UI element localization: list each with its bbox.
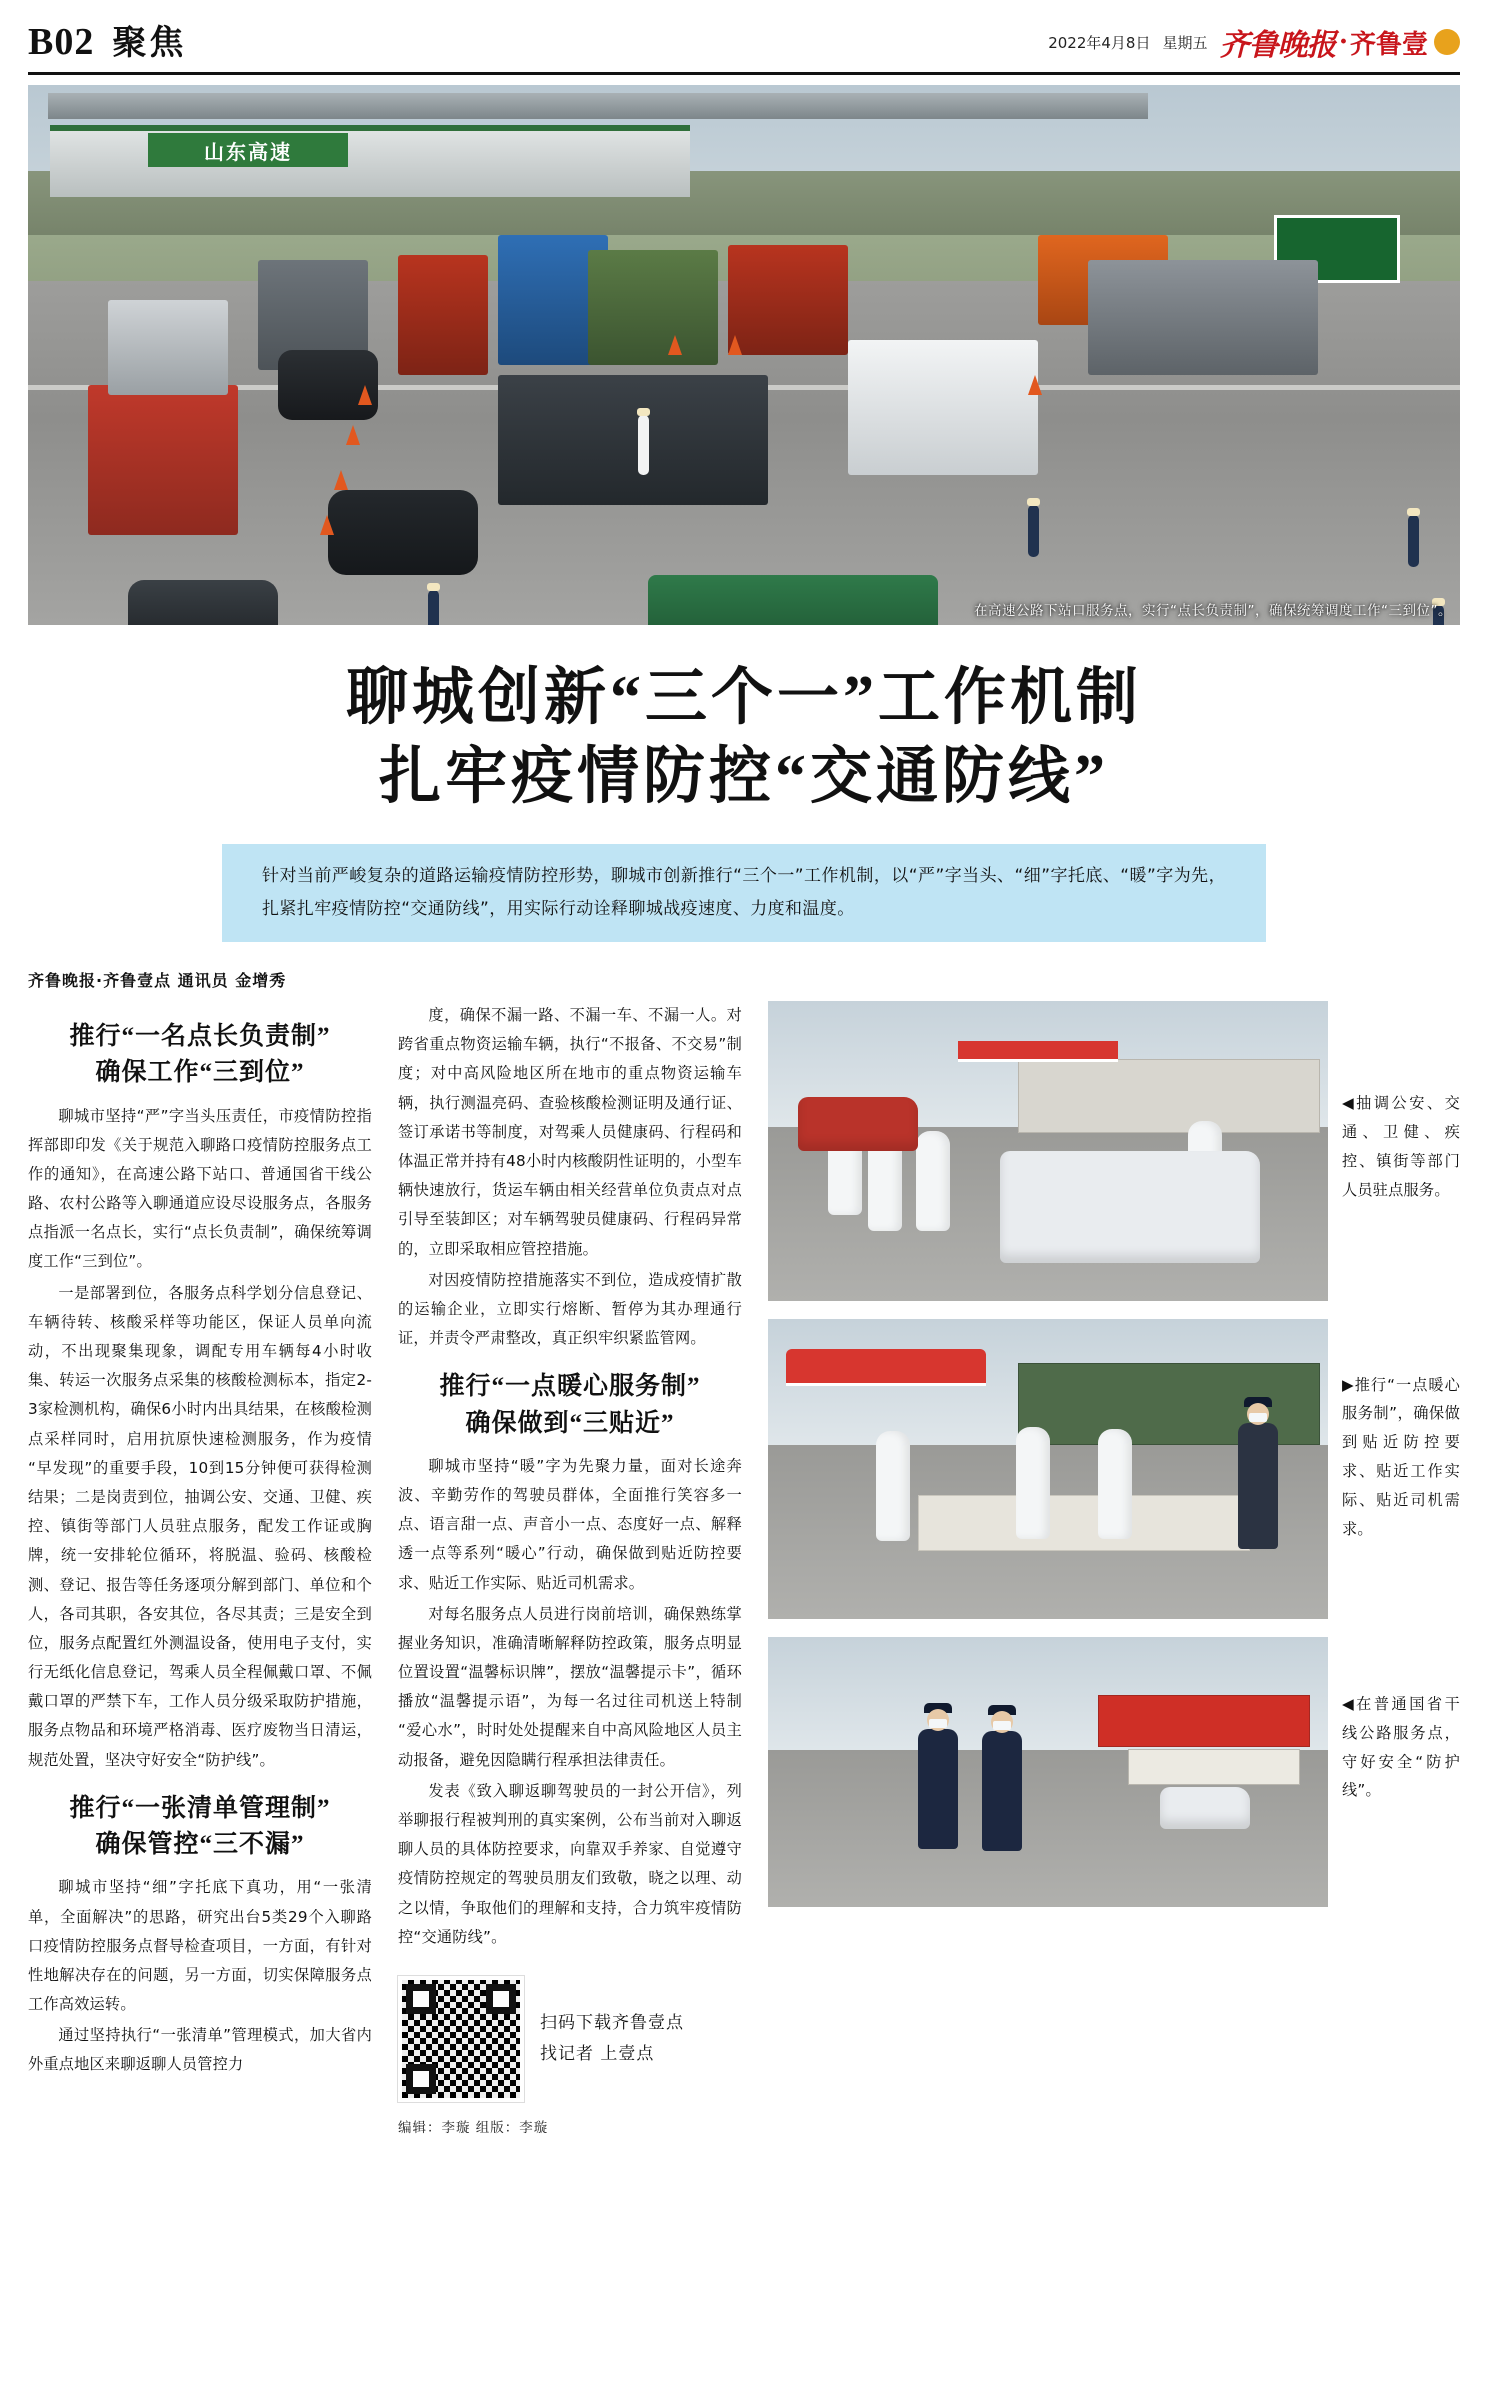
photo-vehicle — [398, 255, 488, 375]
issue-weekday: 星期五 — [1162, 33, 1208, 52]
paragraph: 通过坚持执行“一张清单”管理模式，加大省内外重点地区来聊返聊人员管控力 — [28, 2026, 372, 2074]
photo-officers-road — [768, 1637, 1328, 1907]
photo-vehicle — [1160, 1787, 1250, 1829]
byline: 齐鲁晚报·齐鲁壹点 通讯员 金增秀 — [28, 971, 287, 990]
headline-line-1: 聊城创新“三个一”工作机制 — [345, 664, 1142, 732]
brand-logo — [1219, 20, 1460, 64]
photo-ppe-staff — [916, 1131, 950, 1231]
photo-canopy-sign: 山东高速 — [148, 133, 348, 167]
paragraph: 度，确保不漏一路、不漏一车、不漏一人。对跨省重点物资运输车辆，执行“不报备、不交易”制度；对中高风险地区所在地市的重点物资运输车辆，执行测温亮码、查验核酸检测证明及通行证、签订承诺书等制度，对驾乘人员健康码、行程码和体温正常并持有48小时内核酸阴性证明的，小型车辆快速放行，货运车辆由相关经营单位负责点对点引导至装卸区；对车辆驾驶员健康码、行程码异常的，立即采取相应管控措施。 — [398, 1006, 742, 1258]
headline-line-2: 扎牢疫情防控“交通防线” — [378, 743, 1109, 812]
paragraph: 一是部署到位，各服务点科学划分信息登记、车辆待转、核酸采样等功能区，保证人员单向流动，不出现聚集现象，调配专用车辆每4小时收集、转运一次服务点采集的核酸检测标本，指定2-3家检测机构，确保6小时内出具结果，在核酸检测点采样同时，启用抗原快速检测服务，作为疫情“早发现”的重要手段，10到15分钟便可获得检测结果；二是岗责到位，抽调公安、交通、卫健、疾控、镇街等部门人员驻点服务，配发工作证或胸牌，统一安排轮位循环，将脱温、验码、核酸检测、登记、报告等任务逐项分解到部门、单位和个人，各司其职，各安其位，各尽其责；三是安全到位，服务点配置红外测温设备，使用电子支付，实行无纸化信息登记，驾乘人员全程佩戴口罩、不佩戴口罩的严禁下车，工作人员分级采取防护措施，服务点物品和环境严格消毒、医疗废物当日清运，规范处置，坚决守好安全“防护线”。 — [28, 1283, 372, 1769]
photo-sign — [1128, 1749, 1300, 1785]
photo-police-officer — [918, 1729, 958, 1849]
subheading-2: 推行“一张清单管理制” 确保管控“三不漏” — [69, 1794, 331, 1859]
qr-code[interactable] — [398, 1976, 524, 2102]
credits-line: 编辑：李璇 组版：李璇 — [398, 2119, 549, 2136]
headline-block — [28, 659, 1460, 942]
paragraph: 聊城市坚持“细”字托底下真功，用“一张清单，全面解决”的思路，研究出台5类29个入聊路口疫情防控服务点督导检查项目，一方面，有针对性地解决存在的问题，另一方面，切实保障服务点工作高效运转。 — [28, 1878, 372, 2014]
photo-traffic-cone — [358, 385, 372, 405]
photo-toll-canopy — [50, 125, 690, 197]
photo-stack — [768, 1001, 1328, 2136]
article-column-3 — [768, 1001, 1460, 2136]
brand-separator: · — [1339, 25, 1346, 58]
photo-vehicle — [88, 385, 238, 535]
qr-line-2: 找记者 上壹点 — [540, 2043, 655, 2064]
page-number: B02 — [28, 21, 95, 63]
photo-vehicle — [648, 575, 938, 625]
photo-police-officer — [1408, 515, 1419, 567]
qr-promo-block — [398, 1976, 742, 2102]
masthead — [28, 0, 1460, 72]
section-title: 聚焦 — [112, 23, 187, 63]
qr-line-1: 扫码下载齐鲁壹点 — [540, 2013, 684, 2034]
photo-vehicle — [498, 375, 768, 505]
photo-checkpoint-testing — [768, 1001, 1328, 1301]
photo-caption-1: ◀抽调公安、交通、卫健、疾控、镇街等部门人员驻点服务。 — [1342, 1094, 1460, 1199]
photo-ppe-staff — [638, 415, 649, 475]
photo-gantry — [48, 93, 1148, 119]
masthead-divider — [28, 72, 1460, 75]
paragraph: 聊城市坚持“严”字当头压责任，市疫情防控指挥部即印发《关于规范入聊路口疫情防控服务点工作的通知》，在高速公路下站口、普通国省干线公路、农村公路等入聊通道应设尽设服务点，各服务点指派一名点长，实行“点长负责制”，确保统筹调度工作“三到位”。 — [28, 1106, 372, 1271]
photo-ppe-staff — [1016, 1427, 1050, 1539]
photo-white-car — [1000, 1151, 1260, 1263]
photo-worker — [1238, 1423, 1278, 1549]
photo-traffic-cone — [320, 515, 334, 535]
photo-vehicle — [328, 490, 478, 575]
photo-tent — [958, 1041, 1118, 1059]
photo-traffic-cone — [668, 335, 682, 355]
hero-photo-caption: 在高速公路下站口服务点，实行“点长负责制”，确保统筹调度工作“三到位”。 — [974, 603, 1452, 619]
photo-caption-column — [1342, 1001, 1460, 2136]
photo-traffic-cone — [334, 470, 348, 490]
photo-police-officer — [982, 1731, 1022, 1851]
photo-desk — [918, 1495, 1250, 1551]
photo-vehicle — [848, 340, 1038, 475]
photo-ppe-staff — [876, 1431, 910, 1541]
hero-photo — [28, 85, 1460, 625]
qr-eye-icon — [406, 1984, 436, 2014]
photo-traffic-cone — [728, 335, 742, 355]
kicker-summary: 针对当前严峻复杂的道路运输疫情防控形势，聊城市创新推行“三个一”工作机制，以“严”字当头、“细”字托底、“暖”字为先，扎紧扎牢疫情防控“交通防线”，用实际行动诠释聊城战疫速度、力度和温度。 — [222, 844, 1266, 942]
photo-red-truck — [798, 1097, 918, 1151]
qr-text — [540, 2008, 684, 2069]
photo-building — [1018, 1059, 1320, 1133]
paragraph: 聊城市坚持“暖”字为先聚力量，面对长途奔波、辛勤劳作的驾驶员群体，全面推行笑容多一点、语言甜一点、声音小一点、态度好一点、解释透一点等系列“暖心”行动，确保做到贴近防控要求、贴近工作实际、贴近司机需求。 — [398, 1456, 742, 1592]
brand-name: 齐鲁晚报 — [1219, 29, 1336, 62]
paragraph: 发表《致入聊返聊驾驶员的一封公开信》，列举聊报行程被判刑的真实案例，公布当前对入聊返聊人员的具体防控要求，向靠双手养家、自觉遵守疫情防控规定的驾驶员朋友们致敬，晓之以理、动之以情，争取他们的理解和支持，合力筑牢疫情防控“交通防线”。 — [398, 1781, 742, 1946]
masthead-right — [1048, 20, 1460, 64]
photo-red-canopy — [786, 1349, 986, 1383]
qr-eye-icon — [486, 1984, 516, 2014]
issue-date: 2022年4月8日 — [1048, 33, 1151, 52]
photo-vehicle — [1088, 260, 1318, 375]
photo-banner — [1098, 1695, 1310, 1747]
photo-vehicle — [108, 300, 228, 395]
photo-caption-2: ▶推行“一点暖心服务制”，确保做到贴近防控要求、贴近工作实际、贴近司机需求。 — [1342, 1375, 1460, 1538]
brand-sub-name: 齐鲁壹 — [1349, 29, 1428, 59]
masthead-left — [28, 15, 186, 64]
photo-caption-3: ◀在普通国省干线公路服务点，守好安全“防护线”。 — [1342, 1694, 1460, 1800]
article-column-2 — [398, 1001, 742, 2136]
photo-service-point — [768, 1319, 1328, 1619]
paragraph: 对每名服务点人员进行岗前培训，确保熟练掌握业务知识，准确清晰解释防控政策，服务点明显位置设置“温馨标识牌”，摆放“温馨提示卡”，循环播放“温馨提示语”，为每一名过往司机送上特制“爱心水”，时时处处提醒来自中高风险地区人员主动报备，避免因隐瞒行程承担法律责任。 — [398, 1604, 742, 1769]
subheading-3: 推行“一点暖心服务制” 确保做到“三贴近” — [439, 1373, 701, 1437]
photo-vehicle — [128, 580, 278, 625]
qr-eye-icon — [406, 2064, 436, 2094]
brand-dot-icon — [1434, 29, 1460, 55]
photo-vehicle — [588, 250, 718, 365]
paragraph: 对因疫情防控措施落实不到位，造成疫情扩散的运输企业，立即实行熔断、暂停为其办理通行证，并责令严肃整改，真正织牢织紧监管网。 — [398, 1270, 742, 1348]
photo-traffic-cone — [1028, 375, 1042, 395]
photo-police-officer — [1028, 505, 1039, 557]
photo-vehicle — [728, 245, 848, 355]
photo-traffic-cone — [346, 425, 360, 445]
photo-police-officer — [428, 590, 439, 625]
article-body — [28, 1001, 1460, 2136]
subheading-1: 推行“一名点长负责制” 确保工作“三到位” — [69, 1023, 331, 1087]
photo-ppe-staff — [1098, 1429, 1132, 1539]
article-column-1 — [28, 1001, 372, 2136]
